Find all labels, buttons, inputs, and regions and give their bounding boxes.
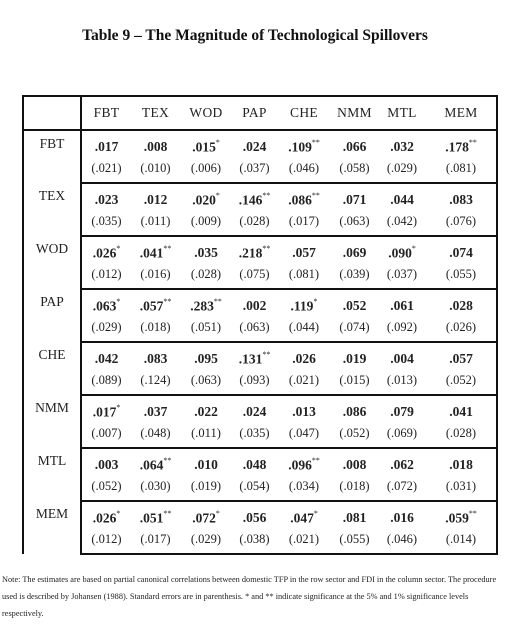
estimate-cell — [331, 183, 378, 208]
standard-error-cell: (.046) — [277, 155, 331, 183]
estimate-value: .032 — [390, 139, 414, 154]
estimate-value: .086 — [288, 192, 312, 207]
estimate-value: .002 — [242, 298, 267, 313]
estimate-cell — [426, 501, 497, 526]
estimate-value: .074 — [449, 245, 473, 260]
estimate-value: .071 — [342, 192, 367, 207]
estimate-value: .015 — [192, 139, 216, 154]
estimate-cell — [331, 289, 378, 314]
estimate-value: .283 — [190, 298, 214, 313]
estimate-value: .024 — [242, 139, 267, 154]
estimate-cell — [378, 395, 426, 420]
estimate-value: .178 — [445, 139, 469, 154]
standard-error-cell: (.044) — [277, 314, 331, 342]
estimate-cell — [277, 501, 331, 526]
row-label: CHE — [23, 342, 81, 395]
estimate-cell — [331, 236, 378, 261]
estimate-cell — [180, 236, 232, 261]
standard-error-row — [23, 155, 497, 183]
standard-error-cell: (.011) — [131, 208, 180, 236]
estimate-value: .069 — [342, 245, 367, 260]
estimate-value: .026 — [92, 510, 117, 525]
estimate-cell — [277, 342, 331, 367]
standard-error-cell: (.055) — [426, 261, 497, 289]
significance-marker: * — [215, 137, 220, 147]
estimate-cell — [131, 501, 180, 526]
estimate-cell — [81, 289, 131, 314]
estimate-value: .062 — [390, 457, 414, 472]
standard-error-cell: (.021) — [81, 155, 131, 183]
standard-error-cell: (.012) — [81, 526, 131, 554]
standard-error-cell: (.018) — [331, 473, 378, 501]
estimate-value: .017 — [94, 139, 119, 154]
estimate-value: .079 — [390, 404, 414, 419]
estimate-cell — [131, 183, 180, 208]
estimate-cell — [131, 448, 180, 473]
estimate-value: .037 — [143, 404, 168, 419]
standard-error-cell: (.009) — [180, 208, 232, 236]
standard-error-cell: (.081) — [426, 155, 497, 183]
estimate-value: .035 — [194, 245, 218, 260]
significance-marker: * — [313, 296, 318, 306]
estimate-value: .024 — [242, 404, 267, 419]
standard-error-row — [23, 473, 497, 501]
estimate-value: .057 — [449, 351, 473, 366]
standard-error-cell: (.010) — [131, 155, 180, 183]
estimate-value: .052 — [342, 298, 367, 313]
standard-error-cell: (.124) — [131, 367, 180, 395]
estimate-cell — [378, 448, 426, 473]
standard-error-row — [23, 526, 497, 554]
column-header: TEX — [131, 96, 180, 130]
estimate-value: .013 — [292, 404, 316, 419]
estimate-cell — [180, 289, 232, 314]
standard-error-cell: (.076) — [426, 208, 497, 236]
estimate-cell — [277, 448, 331, 473]
standard-error-cell: (.055) — [331, 526, 378, 554]
significance-marker: * — [116, 296, 121, 306]
estimate-cell — [331, 501, 378, 526]
estimate-cell — [331, 342, 378, 367]
standard-error-cell: (.048) — [131, 420, 180, 448]
estimate-cell — [131, 395, 180, 420]
standard-error-cell: (.017) — [277, 208, 331, 236]
standard-error-cell: (.029) — [378, 155, 426, 183]
estimate-cell — [426, 183, 497, 208]
estimate-cell — [81, 130, 131, 155]
significance-marker: ** — [163, 243, 172, 253]
row-label: TEX — [23, 183, 81, 236]
estimate-cell — [180, 130, 232, 155]
significance-marker: ** — [262, 190, 271, 200]
standard-error-cell: (.013) — [378, 367, 426, 395]
estimate-value: .023 — [94, 192, 119, 207]
estimate-cell — [131, 289, 180, 314]
estimate-value: .016 — [390, 510, 414, 525]
estimate-cell — [426, 289, 497, 314]
estimate-value: .057 — [292, 245, 316, 260]
estimate-value: .026 — [292, 351, 316, 366]
standard-error-cell: (.012) — [81, 261, 131, 289]
estimate-value: .047 — [290, 510, 314, 525]
row-label: NMM — [23, 395, 81, 448]
standard-error-cell: (.011) — [180, 420, 232, 448]
standard-error-cell: (.092) — [378, 314, 426, 342]
estimate-row — [23, 342, 497, 367]
estimate-value: .218 — [238, 245, 263, 260]
standard-error-cell: (.026) — [426, 314, 497, 342]
estimate-cell — [180, 501, 232, 526]
standard-error-cell: (.018) — [131, 314, 180, 342]
significance-marker: * — [116, 508, 121, 518]
estimate-value: .044 — [390, 192, 414, 207]
significance-marker: * — [116, 402, 121, 412]
estimate-value: .064 — [139, 457, 164, 472]
standard-error-cell: (.089) — [81, 367, 131, 395]
estimate-cell — [378, 342, 426, 367]
estimate-value: .061 — [390, 298, 414, 313]
estimate-value: .096 — [288, 457, 312, 472]
standard-error-cell: (.017) — [131, 526, 180, 554]
significance-marker: * — [116, 243, 121, 253]
standard-error-cell: (.052) — [331, 420, 378, 448]
estimate-cell — [232, 342, 277, 367]
estimate-value: .086 — [342, 404, 367, 419]
estimate-row — [23, 130, 497, 155]
estimate-row — [23, 236, 497, 261]
estimate-cell — [81, 236, 131, 261]
estimate-cell — [131, 342, 180, 367]
estimate-value: .057 — [139, 298, 164, 313]
estimate-value: .010 — [194, 457, 218, 472]
column-header: WOD — [180, 96, 232, 130]
estimate-cell — [378, 130, 426, 155]
significance-marker: ** — [468, 137, 477, 147]
estimate-value: .042 — [94, 351, 119, 366]
standard-error-row — [23, 261, 497, 289]
standard-error-cell: (.028) — [180, 261, 232, 289]
standard-error-cell: (.051) — [180, 314, 232, 342]
significance-marker: ** — [163, 455, 172, 465]
standard-error-row — [23, 367, 497, 395]
significance-marker: ** — [311, 455, 320, 465]
standard-error-cell: (.035) — [81, 208, 131, 236]
estimate-value: .020 — [192, 192, 216, 207]
standard-error-cell: (.072) — [378, 473, 426, 501]
estimate-cell — [277, 236, 331, 261]
standard-error-cell: (.014) — [426, 526, 497, 554]
standard-error-cell: (.074) — [331, 314, 378, 342]
standard-error-cell: (.054) — [232, 473, 277, 501]
estimate-value: .008 — [143, 139, 168, 154]
estimate-cell — [277, 130, 331, 155]
column-header: NMM — [331, 96, 378, 130]
estimate-value: .012 — [143, 192, 168, 207]
estimate-value: .008 — [342, 457, 367, 472]
estimate-value: .041 — [449, 404, 473, 419]
standard-error-cell: (.063) — [331, 208, 378, 236]
column-header: CHE — [277, 96, 331, 130]
estimate-cell — [180, 342, 232, 367]
standard-error-cell: (.038) — [232, 526, 277, 554]
standard-error-cell: (.037) — [232, 155, 277, 183]
significance-marker: ** — [163, 296, 172, 306]
significance-marker: ** — [213, 296, 222, 306]
standard-error-cell: (.039) — [331, 261, 378, 289]
estimate-value: .146 — [238, 192, 263, 207]
estimate-row — [23, 183, 497, 208]
spillover-table — [22, 95, 498, 555]
standard-error-row — [23, 314, 497, 342]
row-label: PAP — [23, 289, 81, 342]
estimate-value: .003 — [94, 457, 119, 472]
estimate-cell — [180, 183, 232, 208]
table-title: Table 9 – The Magnitude of Technological Spillovers — [82, 27, 428, 44]
estimate-value: .095 — [194, 351, 218, 366]
estimate-cell — [426, 395, 497, 420]
estimate-cell — [81, 342, 131, 367]
standard-error-cell: (.063) — [232, 314, 277, 342]
estimate-cell — [81, 448, 131, 473]
significance-marker: * — [215, 508, 220, 518]
estimate-cell — [232, 236, 277, 261]
estimate-value: .056 — [242, 510, 267, 525]
standard-error-cell: (.016) — [131, 261, 180, 289]
significance-marker: ** — [311, 137, 320, 147]
standard-error-cell: (.052) — [426, 367, 497, 395]
estimate-cell — [232, 501, 277, 526]
estimate-value: .041 — [139, 245, 164, 260]
estimate-row — [23, 395, 497, 420]
column-header: MTL — [378, 96, 426, 130]
estimate-cell — [232, 183, 277, 208]
estimate-value: .109 — [288, 139, 312, 154]
estimate-cell — [277, 395, 331, 420]
significance-marker: ** — [163, 508, 172, 518]
standard-error-cell: (.093) — [232, 367, 277, 395]
significance-marker: ** — [311, 190, 320, 200]
estimate-cell — [331, 448, 378, 473]
significance-marker: * — [411, 243, 416, 253]
estimate-value: .072 — [192, 510, 216, 525]
standard-error-cell: (.081) — [277, 261, 331, 289]
estimate-value: .017 — [92, 404, 117, 419]
estimate-cell — [180, 395, 232, 420]
row-label: MTL — [23, 448, 81, 501]
standard-error-cell: (.019) — [180, 473, 232, 501]
estimate-cell — [131, 236, 180, 261]
estimate-cell — [232, 448, 277, 473]
estimate-value: .004 — [390, 351, 414, 366]
estimate-cell — [232, 289, 277, 314]
standard-error-cell: (.046) — [378, 526, 426, 554]
standard-error-cell: (.069) — [378, 420, 426, 448]
standard-error-cell: (.075) — [232, 261, 277, 289]
standard-error-cell: (.058) — [331, 155, 378, 183]
significance-marker: * — [313, 508, 318, 518]
table-note: Note: The estimates are based on partial canonical correlations between domestic TFP in the row sector and FDI in the column sector. The procedure used is described by Johansen (1988). Standard errors are in parenthesis. * and ** indicate significance at the 5% and 1% significance levels respectively. — [2, 575, 497, 618]
estimate-value: .083 — [143, 351, 168, 366]
row-label: MEM — [23, 501, 81, 554]
estimate-value: .119 — [290, 298, 314, 313]
estimate-row — [23, 448, 497, 473]
estimate-cell — [378, 236, 426, 261]
estimate-cell — [426, 342, 497, 367]
estimate-cell — [81, 501, 131, 526]
estimate-cell — [378, 501, 426, 526]
standard-error-cell: (.021) — [277, 526, 331, 554]
header-corner-cell — [23, 96, 81, 130]
standard-error-row — [23, 208, 497, 236]
column-header-row — [23, 96, 497, 130]
estimate-value: .131 — [238, 351, 263, 366]
row-label: WOD — [23, 236, 81, 289]
estimate-cell — [277, 183, 331, 208]
standard-error-cell: (.035) — [232, 420, 277, 448]
significance-marker: * — [215, 190, 220, 200]
standard-error-cell: (.021) — [277, 367, 331, 395]
estimate-cell — [131, 130, 180, 155]
estimate-cell — [378, 183, 426, 208]
standard-error-cell: (.063) — [180, 367, 232, 395]
estimate-cell — [81, 395, 131, 420]
standard-error-cell: (.015) — [331, 367, 378, 395]
estimate-cell — [331, 130, 378, 155]
estimate-value: .090 — [388, 245, 412, 260]
estimate-cell — [426, 448, 497, 473]
standard-error-cell: (.047) — [277, 420, 331, 448]
standard-error-cell: (.029) — [81, 314, 131, 342]
estimate-cell — [232, 130, 277, 155]
significance-marker: ** — [262, 349, 271, 359]
standard-error-cell: (.052) — [81, 473, 131, 501]
standard-error-cell: (.037) — [378, 261, 426, 289]
standard-error-cell: (.031) — [426, 473, 497, 501]
estimate-cell — [378, 289, 426, 314]
estimate-cell — [81, 183, 131, 208]
standard-error-cell: (.007) — [81, 420, 131, 448]
estimate-value: .018 — [449, 457, 473, 472]
estimate-value: .063 — [92, 298, 117, 313]
standard-error-cell: (.006) — [180, 155, 232, 183]
standard-error-cell: (.028) — [232, 208, 277, 236]
estimate-cell — [232, 395, 277, 420]
estimate-value: .081 — [342, 510, 367, 525]
estimate-row — [23, 501, 497, 526]
significance-marker: ** — [468, 508, 477, 518]
estimate-value: .048 — [242, 457, 267, 472]
column-header: PAP — [232, 96, 277, 130]
estimate-cell — [426, 236, 497, 261]
estimate-cell — [331, 395, 378, 420]
estimate-value: .051 — [139, 510, 164, 525]
estimate-value: .019 — [342, 351, 367, 366]
standard-error-cell: (.028) — [426, 420, 497, 448]
estimate-cell — [277, 289, 331, 314]
column-header: FBT — [81, 96, 131, 130]
estimate-value: .066 — [342, 139, 367, 154]
standard-error-cell: (.029) — [180, 526, 232, 554]
estimate-cell — [426, 130, 497, 155]
estimate-value: .059 — [445, 510, 469, 525]
standard-error-cell: (.034) — [277, 473, 331, 501]
estimate-value: .028 — [449, 298, 473, 313]
standard-error-cell: (.042) — [378, 208, 426, 236]
significance-marker: ** — [262, 243, 271, 253]
row-label: FBT — [23, 130, 81, 183]
estimate-value: .026 — [92, 245, 117, 260]
estimate-cell — [180, 448, 232, 473]
standard-error-cell: (.030) — [131, 473, 180, 501]
estimate-value: .083 — [449, 192, 473, 207]
column-header: MEM — [426, 96, 497, 130]
estimate-value: .022 — [194, 404, 218, 419]
standard-error-row — [23, 420, 497, 448]
estimate-row — [23, 289, 497, 314]
